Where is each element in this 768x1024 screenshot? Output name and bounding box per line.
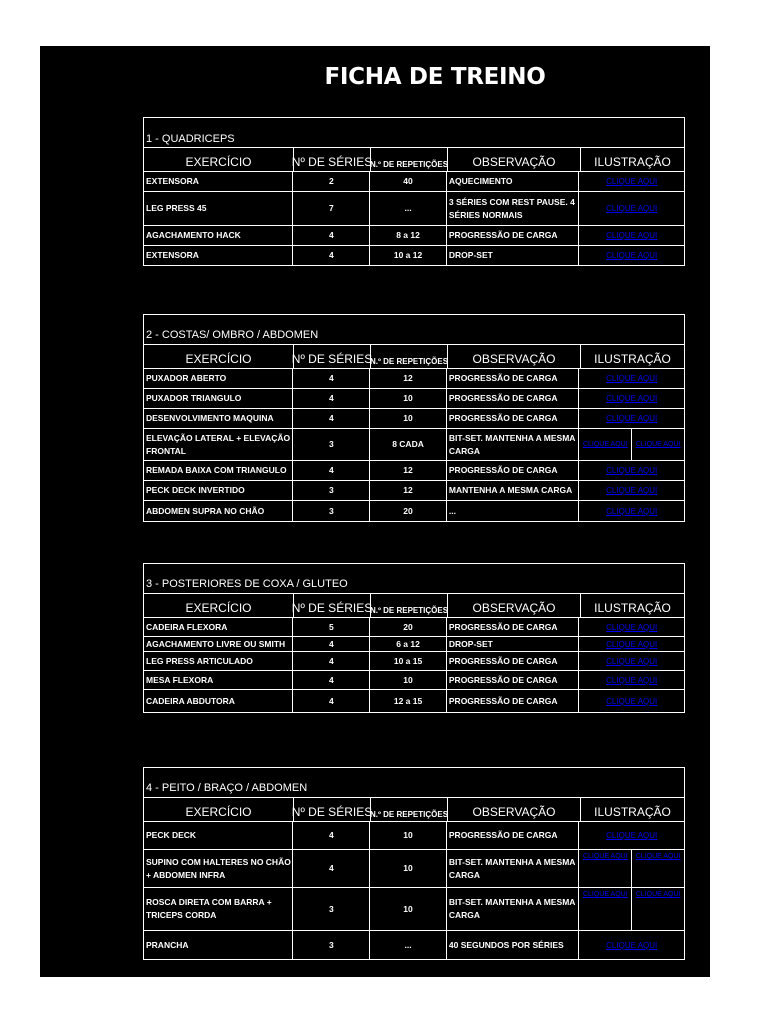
header-ilustracao: ILUSTRAÇÃO — [594, 601, 671, 615]
illustration-link[interactable]: CLIQUE AQUI — [606, 696, 658, 706]
illustration-link-box — [579, 850, 632, 887]
exercise-name: ABDOMEN SUPRA NO CHÃO — [144, 501, 293, 521]
header-observacao: OBSERVAÇÃO — [448, 798, 581, 821]
exercise-name: EXTENSORA — [144, 172, 293, 191]
header-observacao: OBSERVAÇÃO — [448, 345, 581, 368]
illustration-link-box — [579, 429, 632, 460]
series-count: 4 — [293, 850, 370, 887]
series-count: 4 — [293, 409, 370, 428]
observation: MANTENHA A MESMA CARGA — [447, 481, 580, 500]
observation: PROGRESSÃO DE CARGA — [447, 369, 580, 388]
illustration-link[interactable]: CLIQUE AQUI — [582, 441, 628, 448]
exercise-name: SUPINO COM HALTERES NO CHÃO + ABDOMEN INFRA — [144, 850, 293, 887]
illustration-link[interactable]: CLIQUE AQUI — [582, 853, 628, 860]
repetitions: 10 a 12 — [370, 246, 447, 265]
illustration-link[interactable]: CLIQUE AQUI — [606, 639, 658, 649]
illustration-link[interactable]: CLIQUE AQUI — [606, 204, 658, 213]
repetitions: 20 — [370, 501, 447, 521]
series-count: 4 — [293, 369, 370, 388]
series-count: 3 — [293, 429, 370, 460]
exercise-name: LEG PRESS 45 — [144, 192, 293, 225]
table-row — [144, 652, 684, 671]
illustration-link[interactable]: CLIQUE AQUI — [635, 441, 681, 448]
illustration-cell — [579, 690, 684, 712]
header-exercicio: EXERCÍCIO — [144, 148, 294, 171]
exercise-name: ELEVAÇÃO LATERAL + ELEVAÇÃO FRONTAL — [144, 429, 293, 460]
table-row — [144, 226, 684, 246]
table-header — [144, 148, 684, 172]
repetitions: ... — [370, 931, 447, 959]
illustration-link[interactable]: CLIQUE AQUI — [606, 177, 658, 186]
illustration-cell — [579, 409, 684, 428]
table-row — [144, 369, 684, 389]
illustration-cell — [579, 246, 684, 265]
illustration-cell — [579, 850, 684, 887]
header-series: Nº DE SÉRIES — [294, 594, 371, 617]
repetitions: 12 — [370, 461, 447, 480]
exercise-name: LEG PRESS ARTICULADO — [144, 652, 293, 670]
header-observacao: OBSERVAÇÃO — [448, 148, 581, 171]
illustration-cell — [579, 822, 684, 849]
exercise-name: CADEIRA ABDUTORA — [144, 690, 293, 712]
repetitions: 10 — [370, 888, 447, 930]
table-row — [144, 461, 684, 481]
illustration-cell — [579, 481, 684, 500]
illustration-link-box — [579, 192, 684, 225]
illustration-link-box — [579, 226, 684, 245]
observation: PROGRESSÃO DE CARGA — [447, 671, 580, 689]
illustration-link[interactable]: CLIQUE AQUI — [582, 891, 628, 898]
repetitions: 10 — [370, 409, 447, 428]
illustration-cell — [579, 461, 684, 480]
series-count: 4 — [293, 389, 370, 408]
observation: BIT-SET. MANTENHA A MESMA CARGA — [447, 888, 580, 930]
series-count: 4 — [293, 637, 370, 651]
illustration-cell — [579, 389, 684, 408]
illustration-link-box — [632, 429, 684, 460]
illustration-link-box — [579, 931, 684, 959]
illustration-link-box — [579, 409, 684, 428]
illustration-link-box — [579, 172, 684, 191]
series-count: 4 — [293, 226, 370, 245]
series-count: 4 — [293, 690, 370, 712]
illustration-cell — [579, 369, 684, 388]
repetitions: 10 — [370, 850, 447, 887]
series-count: 7 — [293, 192, 370, 225]
repetitions: 10 — [370, 671, 447, 689]
observation: PROGRESSÃO DE CARGA — [447, 618, 580, 636]
illustration-link[interactable]: CLIQUE AQUI — [606, 622, 658, 632]
table-row — [144, 690, 684, 712]
illustration-cell — [579, 671, 684, 689]
exercise-name: AGACHAMENTO HACK — [144, 226, 293, 245]
header-repeticoes: N.º DE REPETIÇÕES — [371, 798, 448, 821]
series-count: 4 — [293, 671, 370, 689]
observation: BIT-SET. MANTENHA A MESMA CARGA — [447, 429, 580, 460]
header-repeticoes: N.º DE REPETIÇÕES — [371, 148, 448, 171]
illustration-link[interactable]: CLIQUE AQUI — [606, 486, 658, 495]
exercise-name: PRANCHA — [144, 931, 293, 959]
repetitions: 6 a 12 — [370, 637, 447, 651]
illustration-link-box — [579, 690, 684, 712]
header-repeticoes: N.º DE REPETIÇÕES — [371, 345, 448, 368]
repetitions: 10 a 15 — [370, 652, 447, 670]
repetitions: 20 — [370, 618, 447, 636]
table-row — [144, 822, 684, 850]
exercise-name: ROSCA DIRETA COM BARRA + TRICEPS CORDA — [144, 888, 293, 930]
table-row — [144, 888, 684, 931]
observation: AQUECIMENTO — [447, 172, 580, 191]
series-count: 4 — [293, 246, 370, 265]
series-count: 3 — [293, 481, 370, 500]
header-repeticoes: N.º DE REPETIÇÕES — [371, 594, 448, 617]
illustration-link[interactable]: CLIQUE AQUI — [635, 891, 681, 898]
illustration-cell — [579, 618, 684, 636]
illustration-link[interactable]: CLIQUE AQUI — [606, 251, 658, 260]
illustration-link-box — [579, 481, 684, 500]
series-count: 4 — [293, 822, 370, 849]
exercise-name: MESA FLEXORA — [144, 671, 293, 689]
illustration-link[interactable]: CLIQUE AQUI — [606, 940, 658, 950]
header-exercicio: EXERCÍCIO — [144, 594, 294, 617]
series-count: 5 — [293, 618, 370, 636]
exercise-name: CADEIRA FLEXORA — [144, 618, 293, 636]
observation: PROGRESSÃO DE CARGA — [447, 690, 580, 712]
series-count: 3 — [293, 931, 370, 959]
repetitions: 10 — [370, 389, 447, 408]
exercise-name: PUXADOR ABERTO — [144, 369, 293, 388]
table-row — [144, 931, 684, 959]
table-row — [144, 481, 684, 501]
series-count: 2 — [293, 172, 370, 191]
illustration-cell — [579, 652, 684, 670]
table-row — [144, 389, 684, 409]
series-count: 3 — [293, 888, 370, 930]
table-header — [144, 345, 684, 369]
section-title: 4 - PEITO / BRAÇO / ABDOMEN — [144, 768, 684, 798]
series-count: 4 — [293, 461, 370, 480]
illustration-link-box — [632, 850, 684, 887]
observation: 40 SEGUNDOS POR SÉRIES — [447, 931, 580, 959]
illustration-link-box — [579, 501, 684, 521]
exercise-name: EXTENSORA — [144, 246, 293, 265]
repetitions: 12 — [370, 481, 447, 500]
header-observacao: OBSERVAÇÃO — [448, 594, 581, 617]
illustration-link[interactable]: CLIQUE AQUI — [606, 466, 658, 475]
illustration-link-box — [579, 652, 684, 670]
illustration-cell — [579, 888, 684, 930]
repetitions: ... — [370, 192, 447, 225]
illustration-link[interactable]: CLIQUE AQUI — [606, 231, 658, 240]
header-series: Nº DE SÉRIES — [294, 345, 371, 368]
illustration-cell — [579, 931, 684, 959]
page-title: FICHA DE TREINO — [324, 64, 546, 90]
exercise-name: REMADA BAIXA COM TRIANGULO — [144, 461, 293, 480]
illustration-link-box — [579, 671, 684, 689]
illustration-link[interactable]: CLIQUE AQUI — [606, 394, 658, 403]
observation: PROGRESSÃO DE CARGA — [447, 461, 580, 480]
table-row — [144, 246, 684, 265]
table-row — [144, 501, 684, 521]
observation: PROGRESSÃO DE CARGA — [447, 226, 580, 245]
illustration-cell — [579, 192, 684, 225]
exercise-name: PECK DECK — [144, 822, 293, 849]
observation: PROGRESSÃO DE CARGA — [447, 389, 580, 408]
table-row — [144, 671, 684, 690]
header-ilustracao: ILUSTRAÇÃO — [594, 352, 671, 366]
repetitions: 12 — [370, 369, 447, 388]
illustration-cell — [579, 172, 684, 191]
series-count: 4 — [293, 652, 370, 670]
table-row — [144, 172, 684, 192]
header-ilustracao: ILUSTRAÇÃO — [594, 805, 671, 819]
repetitions: 8 a 12 — [370, 226, 447, 245]
repetitions: 8 CADA — [370, 429, 447, 460]
table-row — [144, 192, 684, 226]
illustration-cell — [579, 501, 684, 521]
illustration-link-box — [579, 369, 684, 388]
illustration-link-box — [579, 822, 684, 849]
table-header — [144, 798, 684, 822]
series-count: 3 — [293, 501, 370, 521]
illustration-link[interactable]: CLIQUE AQUI — [606, 506, 658, 516]
observation: BIT-SET. MANTENHA A MESMA CARGA — [447, 850, 580, 887]
header-ilustracao: ILUSTRAÇÃO — [594, 155, 671, 169]
illustration-cell — [579, 226, 684, 245]
section-2 — [143, 314, 685, 522]
illustration-link[interactable]: CLIQUE AQUI — [606, 656, 658, 666]
observation: PROGRESSÃO DE CARGA — [447, 409, 580, 428]
observation: DROP-SET — [447, 637, 580, 651]
observation: PROGRESSÃO DE CARGA — [447, 652, 580, 670]
section-3 — [143, 563, 685, 713]
illustration-link-box — [579, 389, 684, 408]
observation: 3 SÉRIES COM REST PAUSE. 4 SÉRIES NORMAIS — [447, 192, 580, 225]
table-row — [144, 618, 684, 637]
header-series: Nº DE SÉRIES — [294, 798, 371, 821]
illustration-link-box — [579, 888, 632, 930]
illustration-cell — [579, 637, 684, 651]
illustration-link-box — [579, 246, 684, 265]
table-row — [144, 637, 684, 652]
repetitions: 40 — [370, 172, 447, 191]
observation: ... — [447, 501, 580, 521]
section-1 — [143, 117, 685, 266]
illustration-link[interactable]: CLIQUE AQUI — [635, 853, 681, 860]
illustration-link[interactable]: CLIQUE AQUI — [606, 831, 658, 840]
header-exercicio: EXERCÍCIO — [144, 798, 294, 821]
table-row — [144, 850, 684, 888]
header-exercicio: EXERCÍCIO — [144, 345, 294, 368]
repetitions: 12 a 15 — [370, 690, 447, 712]
table-row — [144, 429, 684, 461]
section-title: 1 - QUADRICEPS — [144, 118, 684, 148]
illustration-link[interactable]: CLIQUE AQUI — [606, 374, 658, 383]
illustration-link-box — [579, 618, 684, 636]
exercise-name: PUXADOR TRIANGULO — [144, 389, 293, 408]
header-series: Nº DE SÉRIES — [294, 148, 371, 171]
table-header — [144, 594, 684, 618]
illustration-link[interactable]: CLIQUE AQUI — [606, 414, 658, 423]
repetitions: 10 — [370, 822, 447, 849]
section-title: 3 - POSTERIORES DE COXA / GLUTEO — [144, 564, 684, 594]
section-4 — [143, 767, 685, 960]
observation: DROP-SET — [447, 246, 580, 265]
illustration-cell — [579, 429, 684, 460]
illustration-link-box — [579, 637, 684, 651]
exercise-name: DESENVOLVIMENTO MAQUINA — [144, 409, 293, 428]
illustration-link-box — [579, 461, 684, 480]
exercise-name: AGACHAMENTO LIVRE OU SMITH — [144, 637, 293, 651]
table-row — [144, 409, 684, 429]
illustration-link[interactable]: CLIQUE AQUI — [606, 675, 658, 685]
observation: PROGRESSÃO DE CARGA — [447, 822, 580, 849]
section-title: 2 - COSTAS/ OMBRO / ABDOMEN — [144, 315, 684, 345]
exercise-name: PECK DECK INVERTIDO — [144, 481, 293, 500]
training-sheet — [40, 46, 710, 977]
illustration-link-box — [632, 888, 684, 930]
